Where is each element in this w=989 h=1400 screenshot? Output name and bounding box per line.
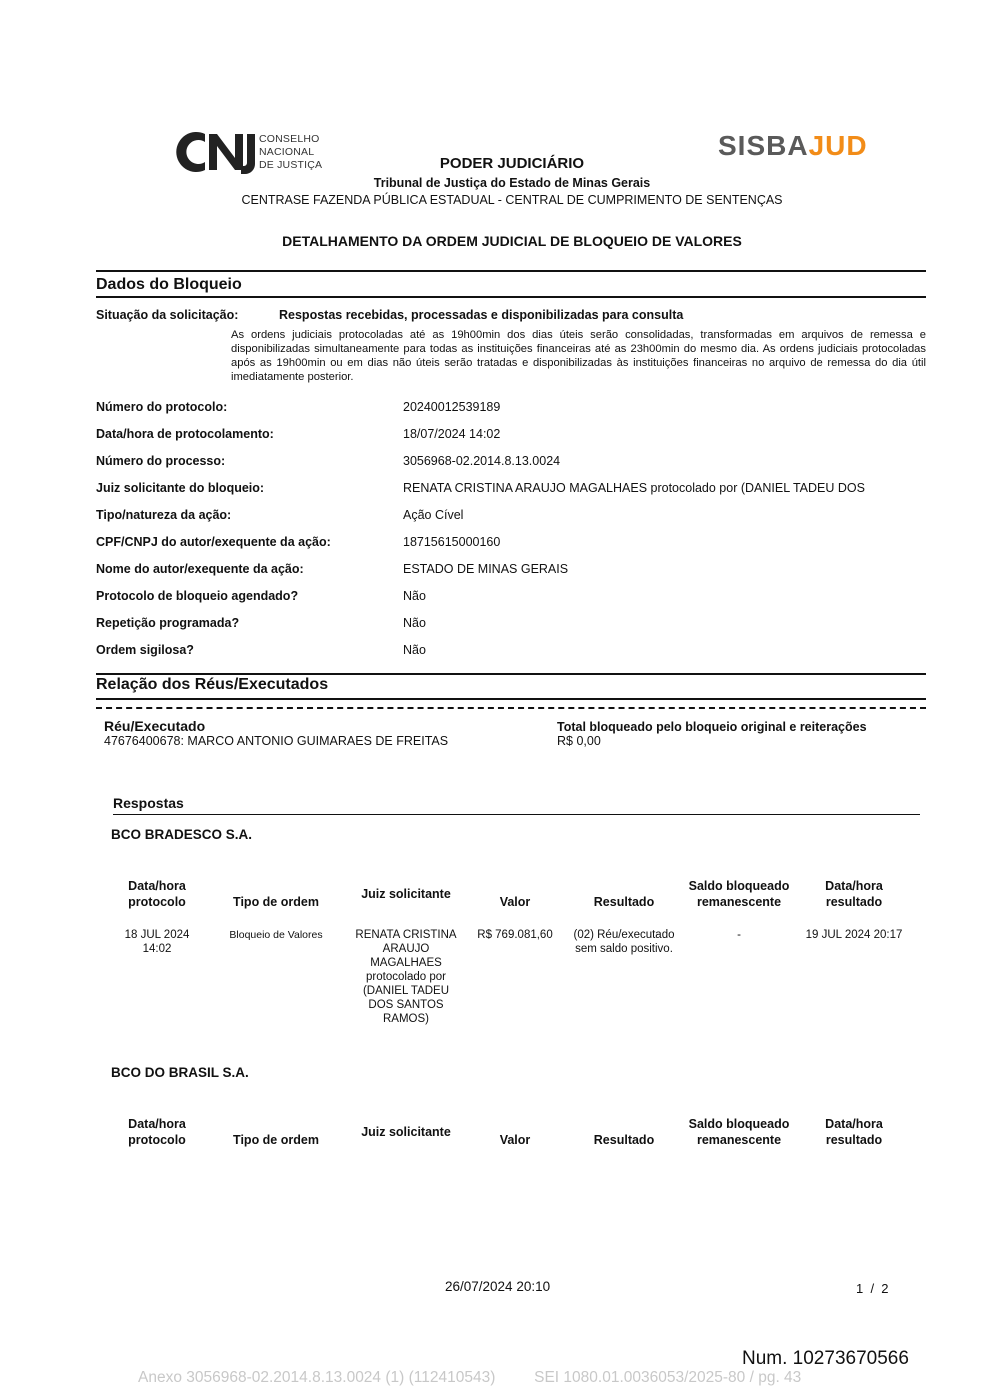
field-value: Não xyxy=(403,643,426,657)
section-divider xyxy=(96,698,926,700)
dashed-divider xyxy=(96,707,926,709)
column-header: Valor xyxy=(499,1133,531,1147)
field-value: Não xyxy=(403,589,426,603)
section-divider xyxy=(96,270,926,272)
field-label: Repetição programada? xyxy=(96,616,240,630)
column-header: Data/hora resultado xyxy=(825,1117,883,1147)
table-cell-saldo: - xyxy=(737,929,741,941)
section-divider xyxy=(96,673,926,675)
column-header: Saldo bloqueado remanescente xyxy=(688,879,790,909)
column-header: Resultado xyxy=(593,1133,655,1147)
footer-date: 26/07/2024 20:10 xyxy=(445,1279,551,1294)
field-value: Não xyxy=(403,616,426,630)
bank-name: BCO DO BRASIL S.A. xyxy=(111,1065,249,1080)
field-label: CPF/CNPJ do autor/exequente da ação: xyxy=(96,535,331,549)
field-value: 20240012539189 xyxy=(403,400,501,414)
field-value: Ação Cível xyxy=(403,508,464,522)
field-value: 3056968-02.2014.8.13.0024 xyxy=(403,454,561,468)
field-value: 18715615000160 xyxy=(403,535,501,549)
field-label: Nome do autor/exequente da ação: xyxy=(96,562,304,576)
table-cell-resultado: (02) Réu/executado sem saldo positivo. xyxy=(573,929,675,955)
column-header: Tipo de ordem xyxy=(233,1133,319,1147)
field-label: Ordem sigilosa? xyxy=(96,643,194,657)
column-header: Resultado xyxy=(593,895,655,909)
table-cell-data-protocolo: 18 JUL 2024 14:02 xyxy=(124,929,190,955)
table-cell-data-resultado: 19 JUL 2024 20:17 xyxy=(805,929,903,941)
situacao-value: Respostas recebidas, processadas e disponibilizadas para consulta xyxy=(279,308,684,322)
table-cell-tipo: Bloqueio de Valores xyxy=(229,929,323,941)
field-value: 18/07/2024 14:02 xyxy=(403,427,501,441)
reu-header: Réu/Executado xyxy=(104,718,206,734)
column-header: Valor xyxy=(499,895,531,909)
field-label: Número do processo: xyxy=(96,454,226,468)
field-label: Protocolo de bloqueio agendado? xyxy=(96,589,299,603)
field-value: RENATA CRISTINA ARAUJO MAGALHAES protocolado por (DANIEL TADEU DOS xyxy=(403,481,865,495)
document-number: Num. 10273670566 xyxy=(742,1348,909,1369)
poder-judiciario-heading: PODER JUDICIÁRIO xyxy=(439,155,585,172)
tribunal-name: Tribunal de Justiça do Estado de Minas Gerais xyxy=(373,176,651,190)
column-header: Data/hora protocolo xyxy=(128,879,186,909)
table-cell-valor: R$ 769.081,60 xyxy=(477,929,553,941)
section-divider xyxy=(96,296,926,298)
column-header: Juiz solicitante xyxy=(361,887,451,901)
situacao-label: Situação da solicitação: xyxy=(96,308,239,322)
column-header: Saldo bloqueado remanescente xyxy=(688,1117,790,1147)
page-number: 1 / 2 xyxy=(856,1281,889,1296)
bank-name: BCO BRADESCO S.A. xyxy=(111,827,253,842)
respostas-divider xyxy=(113,814,920,815)
field-label: Número do protocolo: xyxy=(96,400,228,414)
field-label: Juiz solicitante do bloqueio: xyxy=(96,481,265,495)
table-cell-juiz: RENATA CRISTINA ARAUJO MAGALHAES protocolado por (DANIEL TADEU DOS SANTOS RAMOS) xyxy=(355,929,457,1025)
field-label: Tipo/natureza da ação: xyxy=(96,508,232,522)
field-label: Data/hora de protocolamento: xyxy=(96,427,274,441)
total-header: Total bloqueado pelo bloqueio original e reiterações xyxy=(557,720,867,734)
field-value: ESTADO DE MINAS GERAIS xyxy=(403,562,569,576)
column-header: Juiz solicitante xyxy=(361,1125,451,1139)
reu-value: 47676400678: MARCO ANTONIO GUIMARAES DE FREITAS xyxy=(104,734,449,748)
anexo-watermark: Anexo 3056968-02.2014.8.13.0024 (1) (112410543) SEI 1080.01.0036053/2025-80 / pg. 43 xyxy=(138,1369,802,1386)
central-name: CENTRASE FAZENDA PÚBLICA ESTADUAL - CENTRAL DE CUMPRIMENTO DE SENTENÇAS xyxy=(241,193,783,207)
column-header: Tipo de ordem xyxy=(233,895,319,909)
column-header: Data/hora resultado xyxy=(825,879,883,909)
total-value: R$ 0,00 xyxy=(557,734,601,748)
sisbajud-logo: SISBAJUD xyxy=(718,130,868,161)
column-header: Data/hora protocolo xyxy=(128,1117,186,1147)
section-title-reus: Relação dos Réus/Executados xyxy=(96,676,329,693)
document-title: DETALHAMENTO DA ORDEM JUDICIAL DE BLOQUEIO DE VALORES xyxy=(282,233,742,249)
situacao-note: As ordens judiciais protocoladas até as 19h00min dos dias úteis serão consolidadas, transformadas em arquivos de remessa e disponibilizadas simultaneamente para todas as instituições financeiras até as 23h00min do mesmo dia. As ordens judiciais protocoladas após as 19h00min ou em dias não úteis serão tratadas e disponibilizadas às instituições financeiras no arquivo de remessa do dia útil imediatamente posterior. xyxy=(231,329,926,383)
respostas-title: Respostas xyxy=(113,795,184,811)
cnj-logo-text: CONSELHO NACIONAL DE JUSTIÇA xyxy=(259,133,323,171)
section-title-dados: Dados do Bloqueio xyxy=(96,276,242,293)
